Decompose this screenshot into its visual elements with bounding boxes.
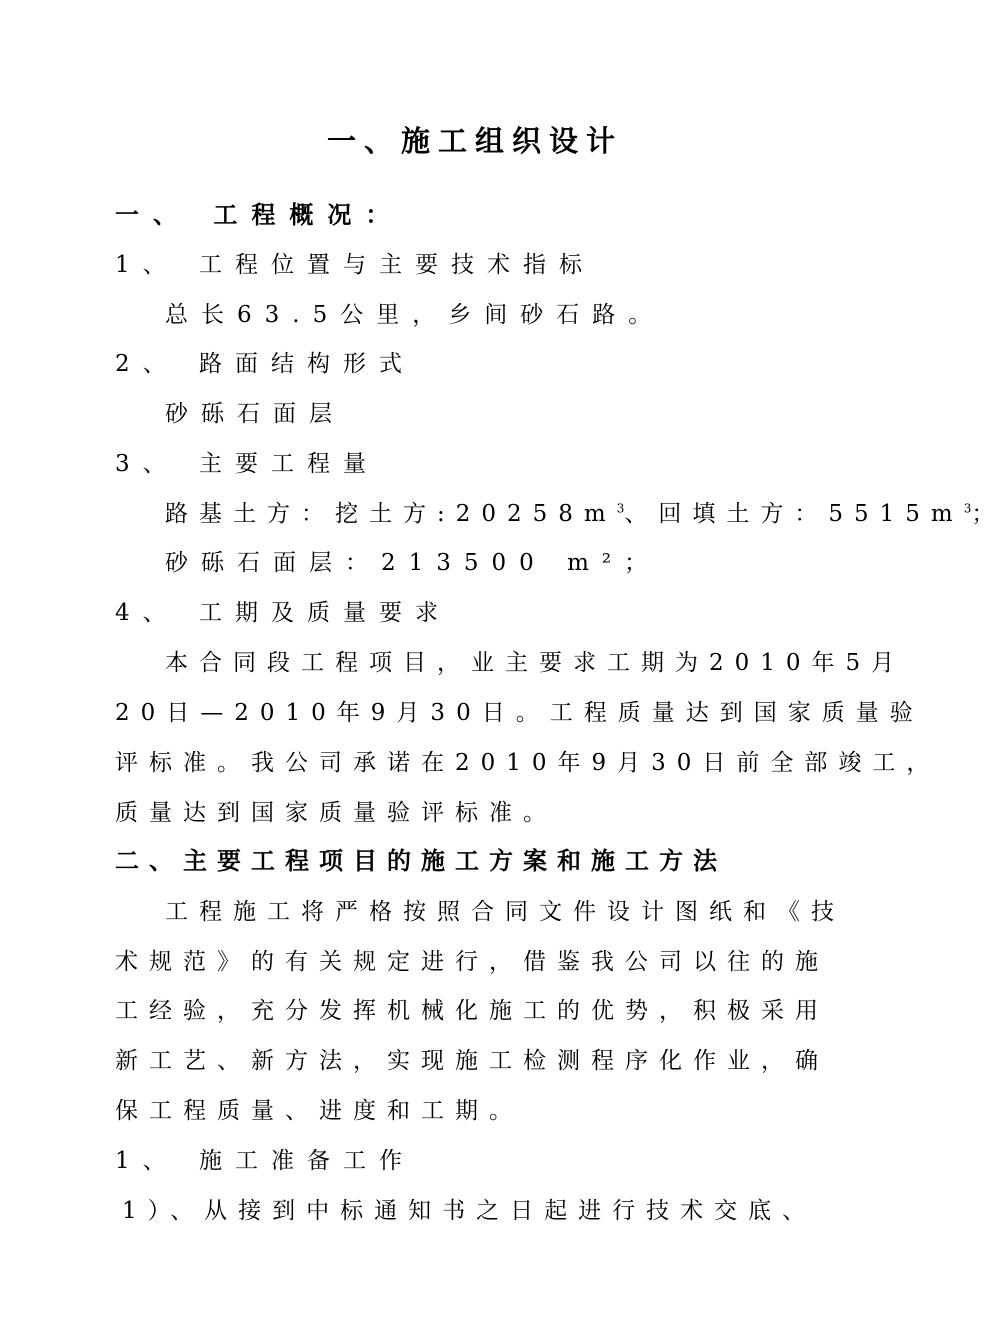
item-4-para-line: 质量达到国家质量验评标准。 bbox=[115, 800, 557, 826]
cubic-superscript: 3 bbox=[616, 501, 625, 516]
item-4-label: 4、 工期及质量要求 bbox=[115, 600, 451, 626]
methods-para-line: 工经验，充分发挥机械化施工的优势，积极采用 bbox=[115, 998, 829, 1024]
item-3-label: 3、 主要工程量 bbox=[115, 451, 379, 477]
item-1-text: 总长63.5公里，乡间砂石路。 bbox=[165, 302, 665, 328]
section-heading-methods: 二、主要工程项目的施工方案和施工方法 bbox=[115, 846, 727, 875]
line-end-punct: ； bbox=[971, 501, 1005, 527]
item-3-line-1 bbox=[165, 499, 1005, 529]
section-heading-overview: 一、 工程概况： bbox=[115, 200, 404, 229]
methods-para-line: 术规范》的有关规定进行，借鉴我公司以往的施 bbox=[115, 949, 829, 975]
backfill-text: 、回填土方：5515m bbox=[624, 501, 964, 527]
earthwork-text: 路基土方：挖土方:20258m bbox=[165, 501, 617, 527]
item-2-label: 2、 路面结构形式 bbox=[115, 351, 415, 377]
cubic-superscript: 3 bbox=[963, 501, 972, 516]
methods-para-line: 保工程质量、进度和工期。 bbox=[115, 1098, 523, 1124]
methods-para-line: 工程施工将严格按照合同文件设计图纸和《技 bbox=[165, 899, 845, 925]
item-4-para-line: 本合同段工程项目，业主要求工期为2010年5月 bbox=[165, 650, 906, 676]
prep-work-sub-item: 1）、从接到中标通知书之日起进行技术交底、 bbox=[122, 1198, 817, 1224]
page-title: 一、施工组织设计 bbox=[326, 124, 623, 158]
item-2-text: 砂砾石面层 bbox=[165, 401, 345, 427]
item-3-line-2: 砂砾石面层：213500 m²； bbox=[165, 550, 661, 576]
methods-para-line: 新工艺、新方法，实现施工检测程序化作业，确 bbox=[115, 1048, 829, 1074]
item-4-para-line: 20日—2010年9月30日。工程质量达到国家质量验 bbox=[115, 700, 924, 726]
item-1-label: 1、 工程位置与主要技术指标 bbox=[115, 252, 595, 278]
prep-work-label: 1、 施工准备工作 bbox=[115, 1148, 415, 1174]
item-4-para-line: 评标准。我公司承诺在2010年9月30日前全部竣工， bbox=[115, 750, 941, 776]
